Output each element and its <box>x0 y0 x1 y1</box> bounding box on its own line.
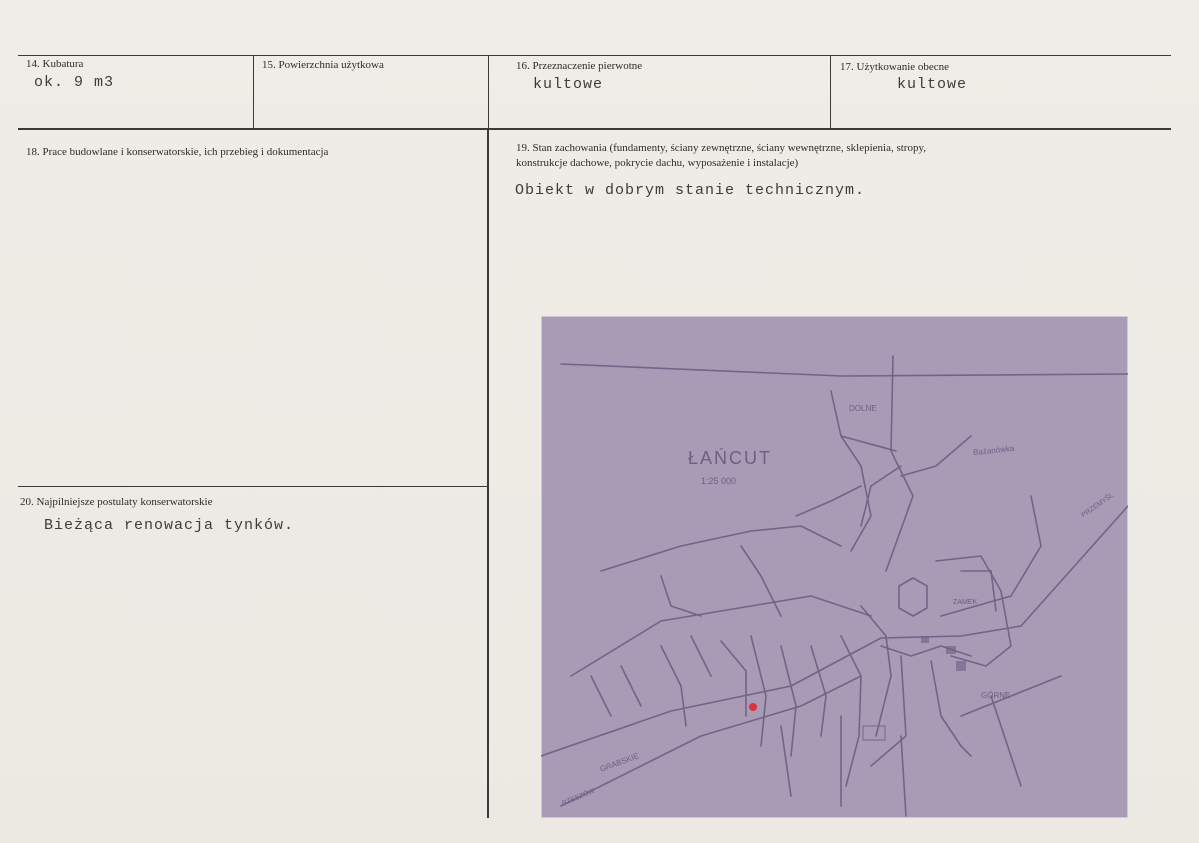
map-castle <box>899 578 927 616</box>
divider-15 <box>253 55 254 128</box>
map-label-zamek: ZAMEK <box>953 599 978 606</box>
map-scale: 1:25 000 <box>701 476 737 486</box>
map-label-rzeszow: RZESZÓW <box>560 787 597 808</box>
field-19-label-line1: 19. Stan zachowania (fundamenty, ściany zewnętrzne, ściany wewnętrzne, sklepienia, stropy, <box>516 142 927 154</box>
map-road-south <box>561 676 861 806</box>
map-building <box>946 646 956 654</box>
field-14-value: ok. 9 m3 <box>34 74 115 91</box>
map-label-dolne: DOLNE <box>849 404 877 413</box>
map-label-przemysl: PRZEMYŚL <box>1080 491 1116 520</box>
top-rule <box>18 55 1171 56</box>
map-label-grabskie: GRABSKIE <box>598 751 641 774</box>
field-16-value: kultowe <box>533 76 604 93</box>
map-drawing <box>541 316 1128 818</box>
field-14-label: 14. Kubatura <box>26 58 84 70</box>
field-20-label: 20. Najpilniejsze postulaty konserwatorskie <box>20 496 213 508</box>
row-rule <box>18 128 1171 130</box>
map-road-north <box>886 356 913 571</box>
field-19-value: Obiekt w dobrym stanie technicznym. <box>515 182 866 199</box>
map-road-top <box>561 364 1128 376</box>
divider-17 <box>830 55 831 128</box>
map-label-bazanowka: Bażanówka <box>972 443 1015 458</box>
field-18-label: 18. Prace budowlane i konserwatorskie, ich przebieg i dokumentacja <box>26 146 329 158</box>
field-19-label-line2: konstrukcje dachowe, pokrycie dachu, wyposażenie i instalacje) <box>516 157 799 169</box>
divider-18-19 <box>487 128 489 818</box>
divider-16 <box>488 55 489 128</box>
field-20-value: Bieżąca renowacja tynków. <box>44 517 295 534</box>
field-17-value: kultowe <box>897 76 968 93</box>
location-map <box>541 316 1128 818</box>
map-title: ŁAŃCUT <box>688 448 773 468</box>
field-16-label: 16. Przeznaczenie pierwotne <box>516 60 643 72</box>
map-label-gorne: GÓRNE <box>981 691 1011 700</box>
rule-20 <box>18 486 487 487</box>
field-15-label: 15. Powierzchnia użytkowa <box>262 59 384 71</box>
field-17-label: 17. Użytkowanie obecne <box>840 61 950 73</box>
map-location-marker <box>749 703 757 711</box>
